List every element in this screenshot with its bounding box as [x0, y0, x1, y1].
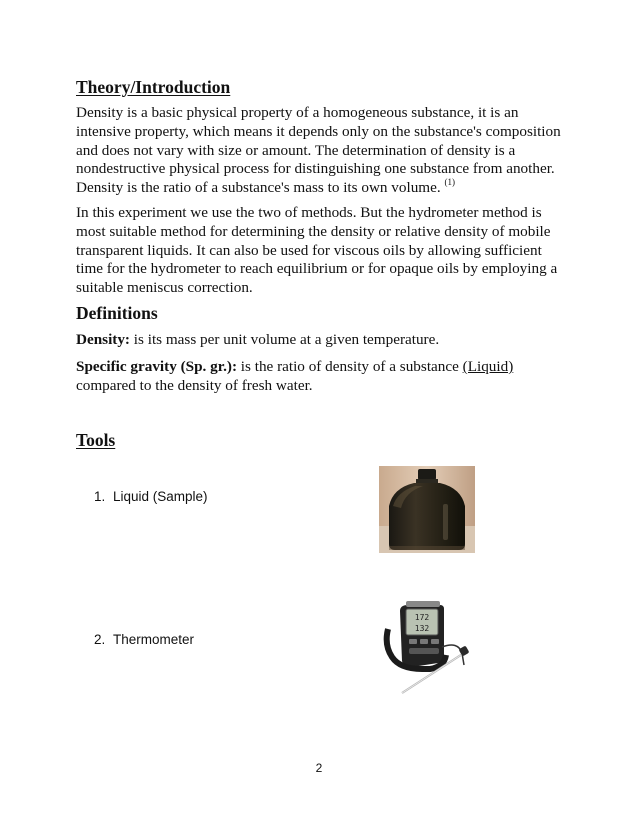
theory-heading: Theory/Introduction	[76, 77, 231, 97]
tool-item-number: 2.	[94, 632, 106, 647]
density-term: Density:	[76, 331, 130, 348]
svg-text:172: 172	[414, 613, 430, 622]
tool-item-label: Thermometer	[113, 632, 195, 647]
theory-paragraph-1-text: Density is a basic physical property of a homogeneous substance, it is an intensive property, which means it depends only on the substance's composition and does not vary with size or amount. The determination of density is a nondestructive physical process for distinguishing one substance from another. Density is the ratio of a substance's mass to its own volume.	[76, 104, 561, 197]
definitions-heading: Definitions	[76, 303, 158, 323]
tools-heading: Tools	[76, 430, 116, 450]
specific-gravity-term: Specific gravity (Sp. gr.):	[76, 358, 237, 375]
tool-item-number: 1.	[94, 489, 106, 504]
digital-thermometer-image	[382, 597, 474, 697]
theory-paragraph-2: In this experiment we use the two of methods. But the hydrometer method is most suitable method for determining the density or relative density of mobile transparent liquids. It can also be used for viscous oils by allowing sufficient time for the hydrometer to reach equilibrium or for opaque oils by employing a suitable meniscus correction.	[76, 204, 558, 297]
svg-text:132: 132	[414, 624, 430, 633]
density-definition	[76, 331, 568, 350]
theory-paragraph-1	[76, 104, 568, 198]
page-number: 2	[315, 761, 323, 775]
liquid-sample-bottle-image	[379, 466, 475, 553]
liquid-word: (Liquid)	[462, 358, 514, 375]
tool-item-liquid-sample	[94, 488, 208, 506]
specific-gravity-text-b: compared to the density of fresh water.	[76, 376, 313, 394]
reference-marker: (1)	[444, 177, 455, 188]
density-text: is its mass per unit volume at a given temperature.	[130, 331, 440, 348]
tool-item-thermometer	[94, 631, 194, 649]
tool-item-label: Liquid (Sample)	[113, 489, 208, 504]
specific-gravity-definition	[76, 358, 568, 396]
specific-gravity-text-a: is the ratio of density of a substance	[237, 358, 463, 375]
